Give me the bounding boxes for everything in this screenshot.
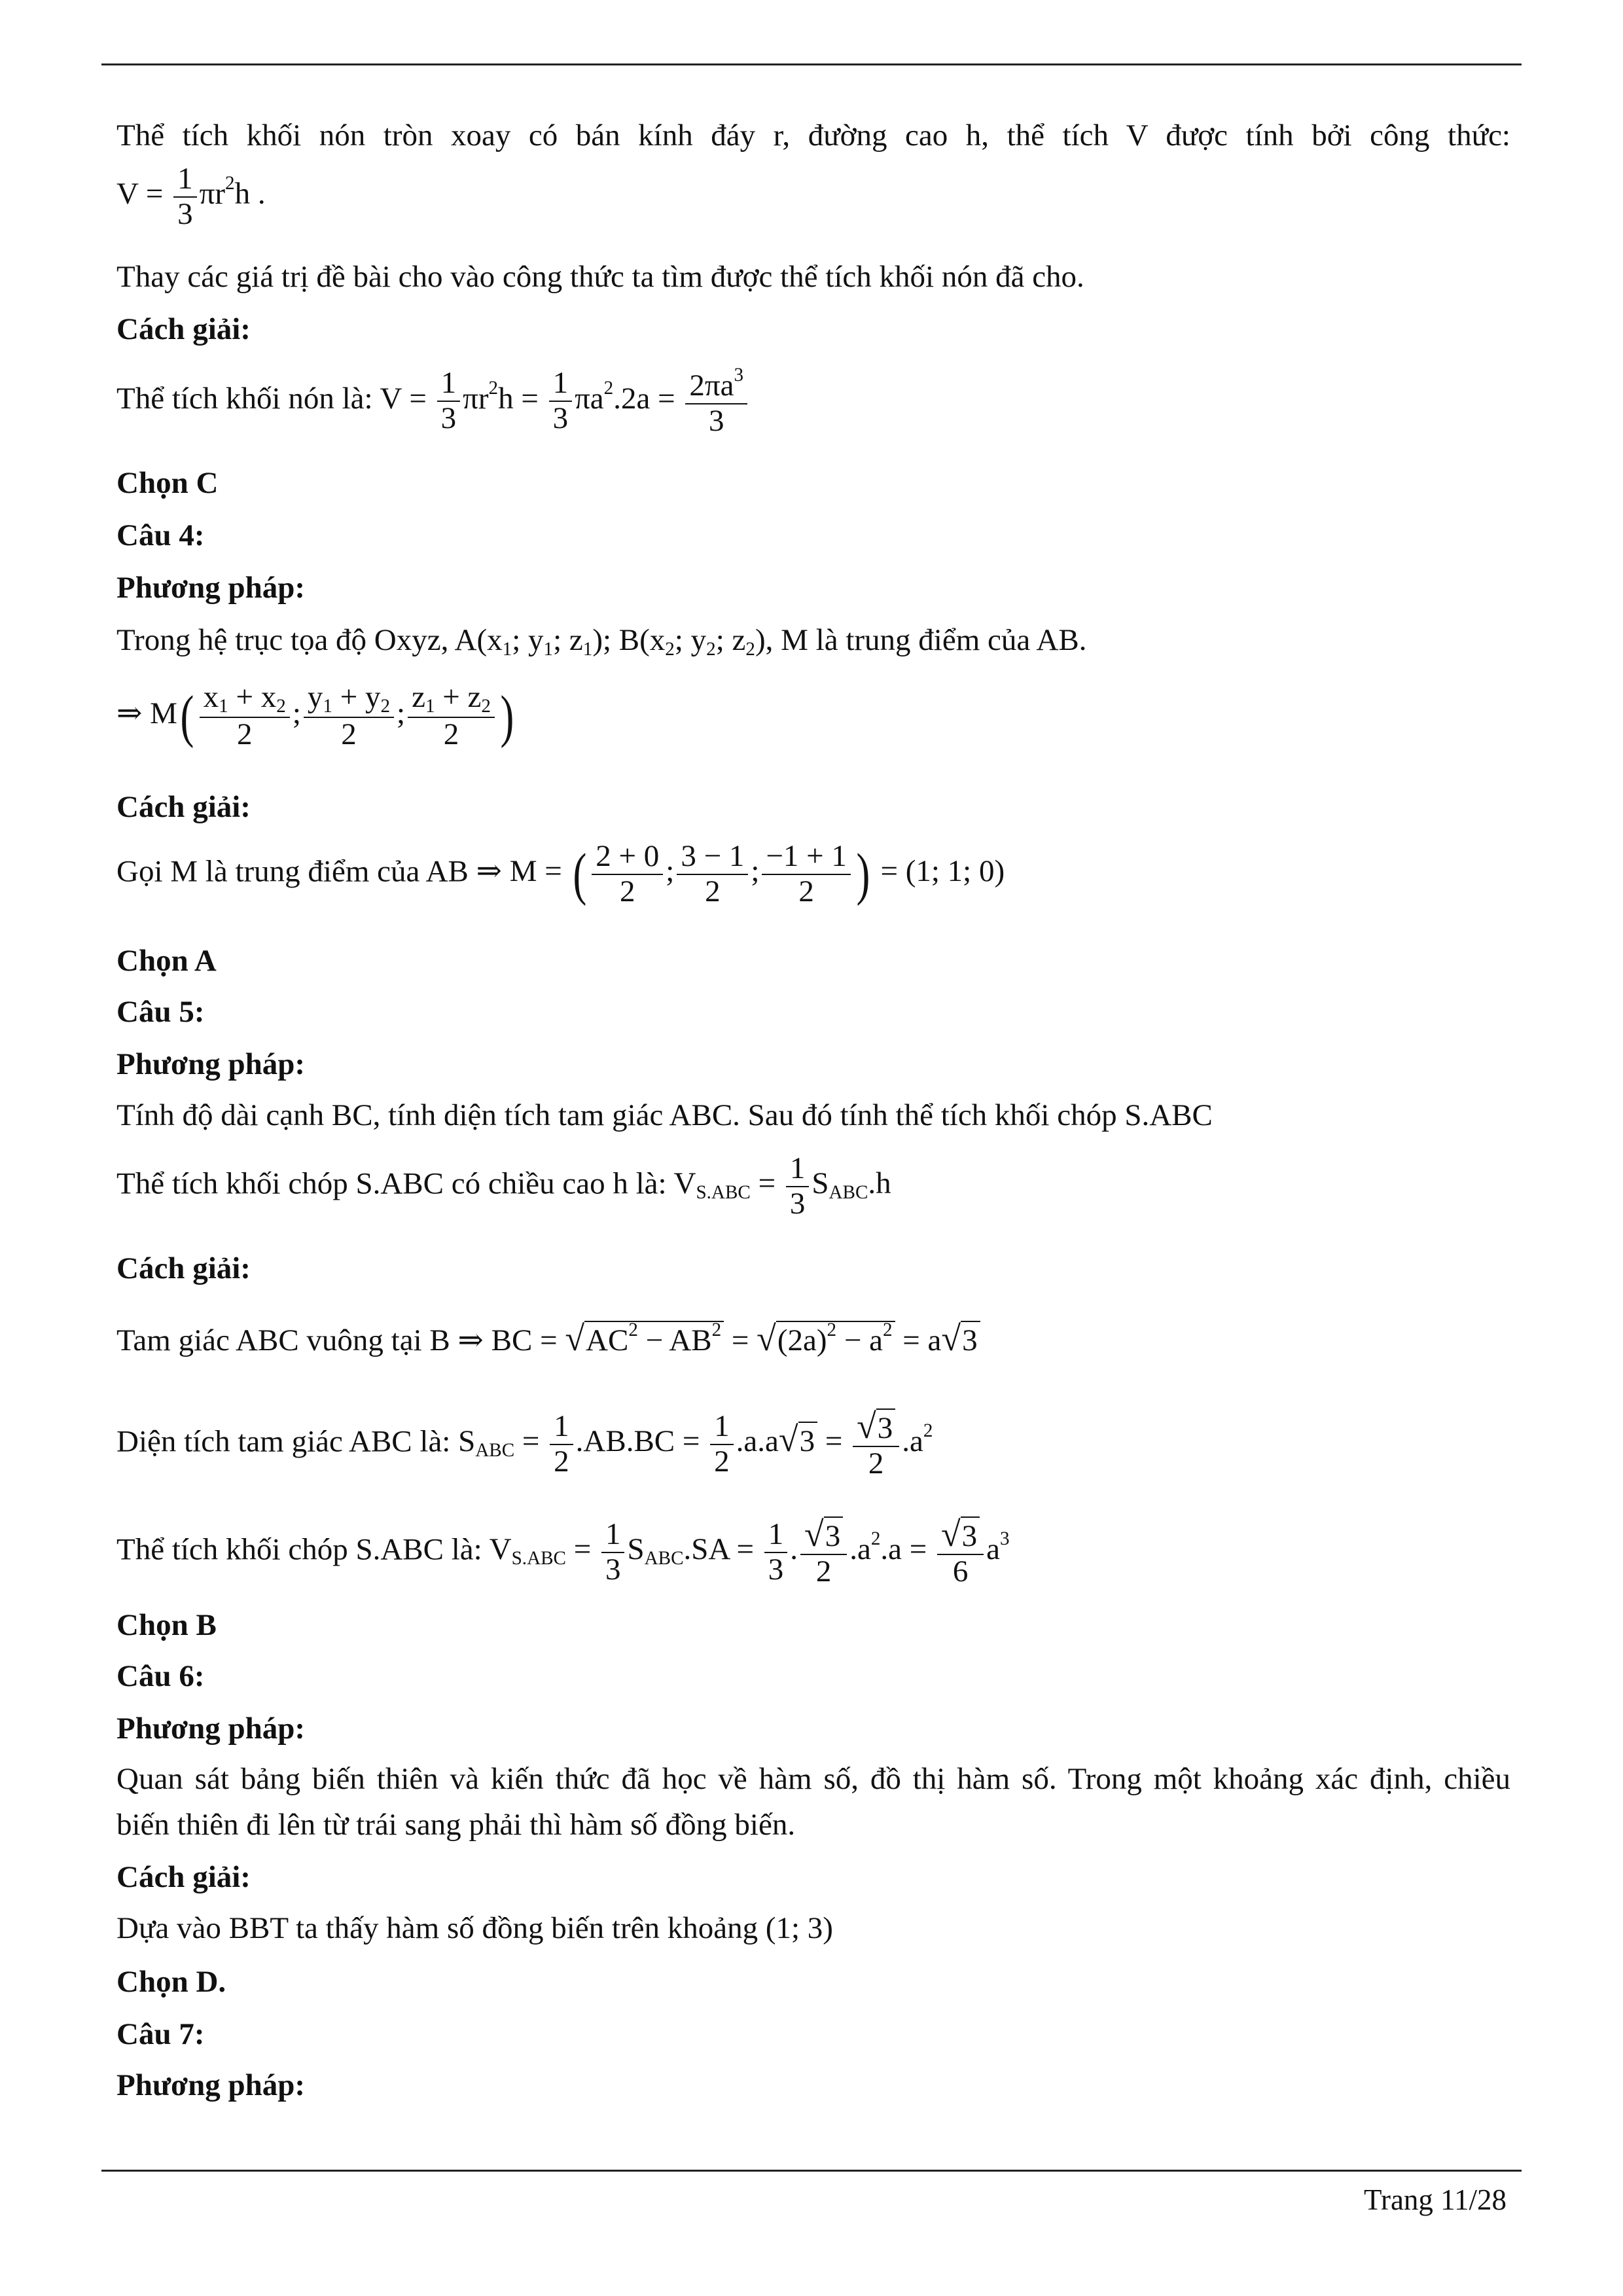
cau6-answer: Chọn D. [116,1965,226,1999]
cau6-heading: Câu 6: [116,1659,205,1693]
cau5-solution-heading: Cách giải: [116,1251,251,1285]
cau4-heading: Câu 4: [116,518,205,552]
cau4-solution-heading: Cách giải: [116,790,251,824]
cau4-answer: Chọn A [116,944,217,978]
cau4-method-line: Trong hệ trục tọa độ Oxyz, $A(x_1$; $y_1$; $z_1$); $B(x_2$; $y_2$; $z_2$), M là trung điểm của AB. [116,623,1087,660]
cau3-method-text: Thể tích khối nón tròn xoay có bán kính đáy r, đường cao h, thể tích V được tính bởi công thức: [116,118,1510,152]
cau6-method-heading: Phương pháp: [116,1712,306,1746]
cau5-area-line: Diện tích tam giác ABC là: $S_{ABC}$ = $\frac{1}{2}$ .AB.BC = $\frac{1}{2}$ .a.a√3 = $\frac{√3}{2}$ $.a^2$ [116,1407,933,1481]
cone-volume-formula: V = $\frac{1}{3}$ $\pi r^2h$ . [116,162,266,231]
cau5-answer: Chọn B [116,1608,217,1642]
cau5-volume-line: Thể tích khối chóp S.ABC là: $V_{S.ABC}$ = $\frac{1}{3}$ $S_{ABC}.SA$ = $\frac{1}{3}$ . $\frac{√3}{2}$ $.a^2.a$ = $\frac{√3}{6}$ $a^3$ [116,1515,1010,1589]
cau5-formula-line: Thể tích khối chóp S.ABC có chiều cao h là: $V_{S.ABC}$ = $\frac{1}{3}$ $S_{ABC}.h$ [116,1151,891,1221]
cau3-volume-label: Thể tích khối nón là: [116,381,373,416]
cau5-method-text: Tính độ dài cạnh BC, tính diện tích tam giác ABC. Sau đó tính thể tích khối chóp S.ABC [116,1098,1213,1132]
cau3-volume-line: Thể tích khối nón là: V = $\frac{1}{3}$ $\pi r^2h$ = $\frac{1}{3}$ $\pi a^2.2a$ = $\frac{2\pi a^3}{3}$ [116,365,750,438]
header-rule [101,63,1522,65]
cau3-substitute-text: Thay các giá trị đề bài cho vào công thức ta tìm được thể tích khối nón đã cho. [116,260,1084,294]
cau7-heading: Câu 7: [116,2017,205,2051]
cau4-solution-line: Gọi M là trung điểm của AB ⇒ M = ( $\frac{2 + 0}{2}$ ; $\frac{3 - 1}{2}$ ; $\frac{-1 + 1}{2}$ ) = (1; 1; 0) [116,839,1005,908]
cau4-method-suffix: M là trung điểm của AB. [781,623,1087,657]
cau3-answer: Chọn C [116,466,219,500]
cau5-volume-label: Thể tích khối chóp S.ABC là: [116,1532,482,1567]
cau5-bc-line: Tam giác ABC vuông tại B ⇒ BC = $√AC^2 - AB^2 = √(2a)^2 - a^2 = a√3$ [116,1321,980,1356]
cau5-method-heading: Phương pháp: [116,1047,306,1081]
footer-rule [101,2170,1522,2172]
cau6-solution-line [116,1913,833,1944]
cau6-method-line2: biến thiên đi lên từ trái sang phải thì hàm số đồng biến. [116,1808,796,1842]
cau6-interval: (1; 3) [765,1911,833,1945]
cau7-method-heading: Phương pháp: [116,2068,306,2102]
cau3-solution-heading: Cách giải: [116,312,251,346]
cau4-method-heading: Phương pháp: [116,571,306,605]
cau6-solution-heading: Cách giải: [116,1860,251,1894]
page-number: Trang 11/28 [1364,2183,1507,2216]
cau6-method-line1: Quan sát bảng biến thiên và kiến thức đã học về hàm số, đồ thị hàm số. Trong một khoảng xác định, chiều [116,1762,1510,1796]
cau5-heading: Câu 5: [116,995,205,1029]
cau4-solution-prefix: Gọi M là trung điểm của AB [116,854,469,889]
cau5-right-triangle-label: Tam giác ABC vuông tại B [116,1323,450,1357]
cau5-formula-label: Thể tích khối chóp S.ABC có chiều cao h là: [116,1166,667,1201]
cau4-method-prefix: Trong hệ trục tọa độ Oxyz, [116,623,449,657]
midpoint-formula: ⇒ M( $\frac{x_1 + x_2}{2}$ ; $\frac{y_1 + y_2}{2}$ ; $\frac{z_1 + z_2}{2}$ ) [116,680,514,752]
cau6-solution-text: Dựa vào BBT ta thấy hàm số đồng biến trên khoảng [116,1911,758,1945]
cau5-area-label: Diện tích tam giác ABC là: [116,1424,451,1459]
